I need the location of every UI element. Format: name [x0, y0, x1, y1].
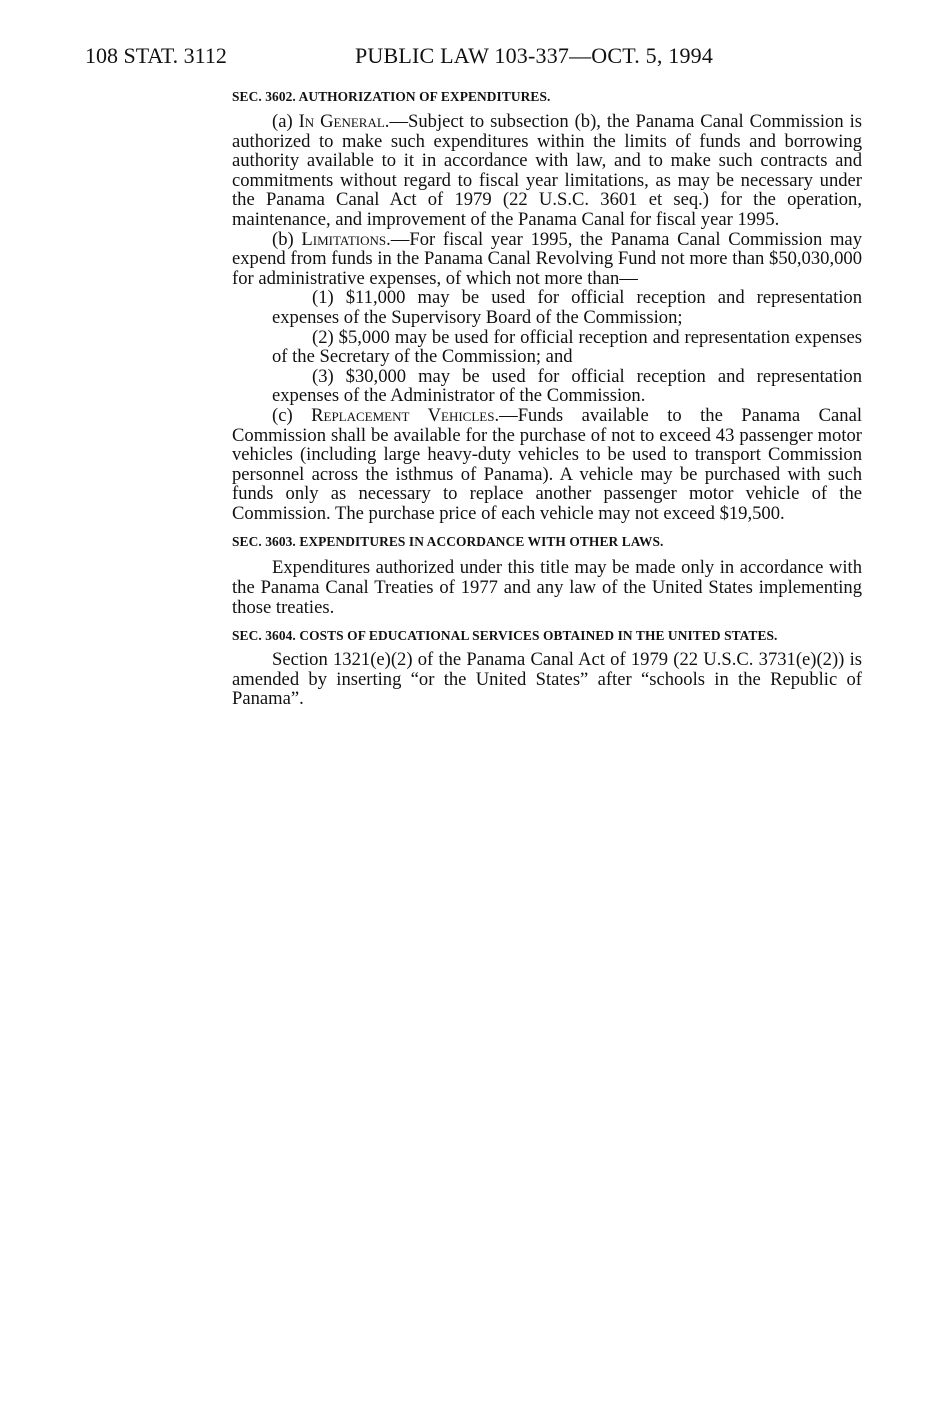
subsection-b-text: .—For fiscal year 1995, the Panama Canal Commission may expend from funds in the Panama Canal Revolving Fund not more than $50,030,000 for administrative expenses, of which not more than—: [232, 228, 862, 289]
statute-body: [232, 88, 862, 709]
subsection-b-caption: Limitations: [301, 228, 387, 250]
subsection-c-caption: Replacement Vehicles: [311, 404, 495, 426]
subsection-a-caption: In General: [298, 111, 385, 132]
subsection-c: [232, 406, 862, 524]
stat-page-number: 108 STAT. 3112: [85, 43, 227, 68]
limitation-item-2: (2) $5,000 may be used for official reception and representation expenses of the Secretary of the Commission; and: [272, 326, 862, 368]
public-law-citation: PUBLIC LAW 103-337—OCT. 5, 1994: [355, 43, 714, 68]
subsection-b-label: (b): [272, 228, 302, 250]
subsection-c-text: .—Funds available to the Panama Canal Commission shall be available for the purchase of not to exceed 43 passenger motor vehicles (including large heavy-duty vehicles to be used to transport Commission personnel across the isthmus of Panama). A vehicle may be purchased with such funds only as necessary to replace another passenger motor vehicle of the Commission. The purchase price of each vehicle may not exceed $19,500.: [232, 404, 862, 524]
running-head: [85, 40, 745, 72]
section-3603-text: Expenditures authorized under this title may be made only in accordance with the Panama Canal Treaties of 1977 and any law of the United States implementing those treaties.: [232, 557, 862, 618]
limitation-item-1: (1) $11,000 may be used for official reception and representation expenses of the Supervisory Board of the Commission;: [272, 287, 862, 328]
subsection-a-text: .—Subject to subsection (b), the Panama Canal Commission is authorized to make such expenditures within the limits of funds and borrowing authority available to it in accordance with law, and to make such contracts and commitments without regard to fiscal year limitations, as may be necessary under the Panama Canal Act of 1979 (22 U.S.C. 3601 et seq.) for the operation, maintenance, and improvement of the Panama Canal for fiscal year 1995.: [232, 111, 862, 230]
section-3602-heading: SEC. 3602. AUTHORIZATION OF EXPENDITURES.: [232, 89, 551, 104]
subsection-c-label: (c): [272, 404, 312, 426]
section-3604-text: Section 1321(e)(2) of the Panama Canal Act of 1979 (22 U.S.C. 3731(e)(2)) is amended by inserting “or the United States” after “schools in the Republic of Panama”.: [232, 649, 862, 710]
section-3604-heading: SEC. 3604. COSTS OF EDUCATIONAL SERVICES OBTAINED IN THE UNITED STATES.: [232, 628, 778, 644]
subsection-a: [232, 112, 862, 230]
section-3603-heading: SEC. 3603. EXPENDITURES IN ACCORDANCE WITH OTHER LAWS.: [232, 534, 664, 550]
subsection-b: [232, 230, 862, 289]
subsection-a-label: (a): [272, 111, 299, 132]
limitation-item-3: (3) $30,000 may be used for official reception and representation expenses of the Administrator of the Commission.: [272, 365, 862, 407]
